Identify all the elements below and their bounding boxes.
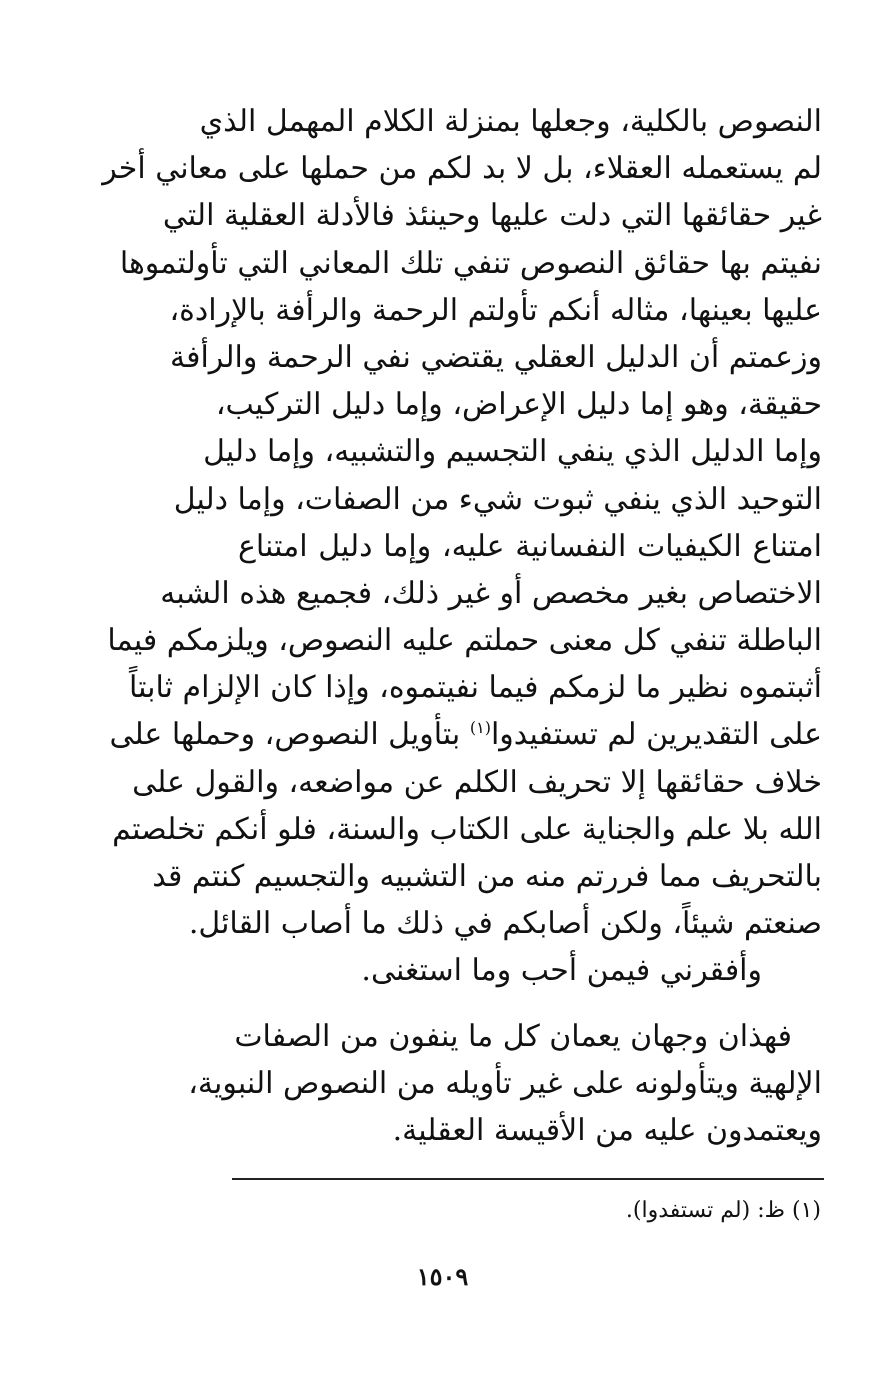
text-line: التوحيد الذي ينفي ثبوت شيء من الصفات، وإما دليل [173, 481, 822, 517]
text-line-with-footnote-ref [109, 711, 822, 758]
text-line: النصوص بالكلية، وجعلها بمنزلة الكلام المهمل الذي [199, 104, 822, 139]
text-line: عليها بعينها، مثاله أنكم تأولتم الرحمة والرأفة بالإرادة، [169, 292, 822, 328]
text-line: الباطلة تنفي كل معنى حملتم عليه النصوص، ويلزمكم فيما [107, 623, 822, 659]
text-line: صنعتم شيئاً، ولكن أصابكم في ذلك ما أصاب القائل. [188, 906, 822, 942]
text-line: الله بلا علم والجناية على الكتاب والسنة، فلو أنكم تخلصتم [112, 811, 822, 847]
text-line-tail: بتأويل النصوص، وحملها على [109, 717, 461, 753]
paragraph2-line: فهذان وجهان يعمان كل ما ينفون من الصفات [234, 1018, 792, 1054]
text-line: حقيقة، وهو إما دليل الإعراض، وإما دليل التركيب، [215, 387, 822, 423]
text-line: امتناع الكيفيات النفسانية عليه، وإما دليل امتناع [238, 528, 822, 564]
paragraph2-line: الإلهية ويتأولونه على غير تأويله من النصوص النبوية، [188, 1065, 822, 1101]
text-line: بالتحريف مما فررتم منه من التشبيه والتجسيم كنتم قد [152, 859, 822, 894]
footnote-reference[interactable]: (١) [469, 718, 491, 738]
text-line: أثبتموه نظير ما لزمكم فيما نفيتموه، وإذا كان الإلزام ثابتاً [128, 670, 822, 706]
text-line: غير حقائقها التي دلت عليها وحينئذ فالأدلة العقلية التي [162, 198, 822, 234]
text-line: وزعمتم أن الدليل العقلي يقتضي نفي الرحمة والرأفة [170, 339, 822, 375]
text-line: لم يستعمله العقلاء، بل لا بد لكم من حملها على معاني أخر [102, 151, 822, 187]
footnote-marker: (١) [791, 1198, 821, 1223]
paragraph-gap [238, 995, 822, 1013]
text-line: نفيتم بها حقائق النصوص تنفي تلك المعاني التي تأولتموها [119, 245, 822, 281]
paragraph2-line: ويعتمدون عليه من الأقيسة العقلية. [392, 1112, 822, 1148]
verse-line: وأفقرني فيمن أحب وما استغنى. [361, 953, 762, 989]
text-line-head: على التقديرين لم تستفيدوا [490, 717, 822, 753]
footnote-divider [232, 1178, 824, 1180]
text-line: خلاف حقائقها إلا تحريف الكلم عن مواضعه، والقول على [132, 764, 822, 800]
footnote [231, 1196, 821, 1226]
page-number: ١٥٠٩ [416, 1262, 469, 1291]
text-line: الاختصاص بغير مخصص أو غير ذلك، فجميع هذه الشبه [160, 575, 822, 611]
footnote-text: ظ: (لم تستفدوا). [625, 1198, 785, 1223]
main-text [102, 98, 822, 1154]
text-line: وإما الدليل الذي ينفي التجسيم والتشبيه، وإما دليل [203, 434, 822, 470]
